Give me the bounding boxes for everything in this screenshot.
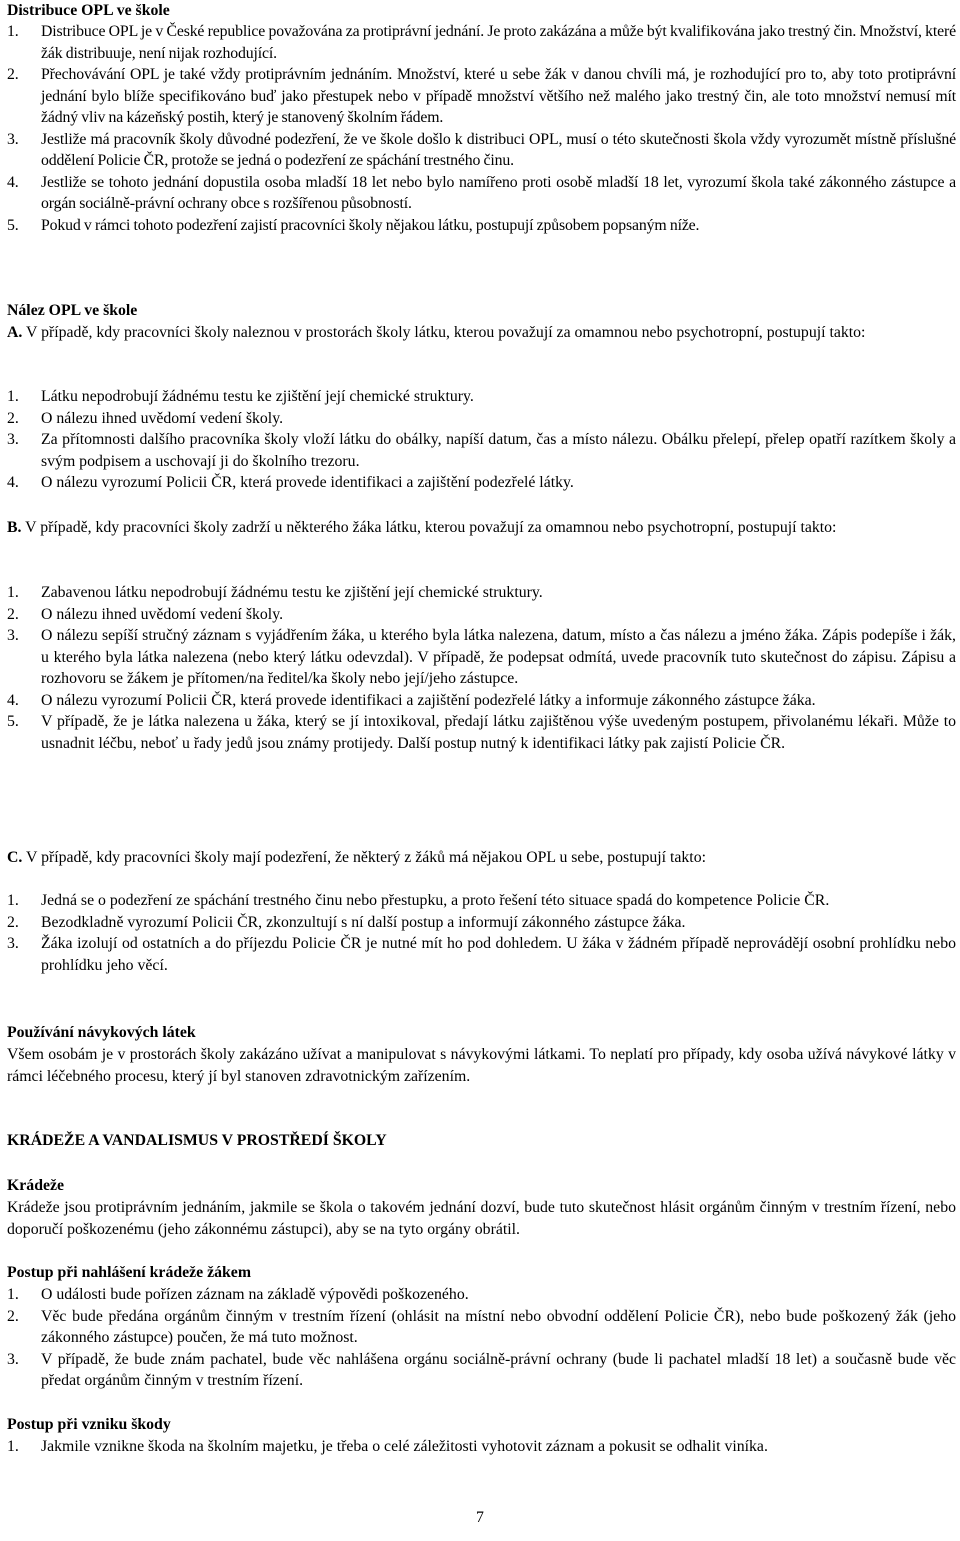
list-text: Jakmile vznikne škoda na školním majetku, je třeba o celé záležitosti vyhotovit záznam a pokusit se odhalit viníka. xyxy=(41,1438,768,1455)
section-letter: B. xyxy=(7,519,22,536)
list-item xyxy=(7,582,956,604)
list-item xyxy=(7,215,956,237)
list-text: O události bude pořízen záznam na základě výpovědi poškozeného. xyxy=(41,1286,469,1303)
list-text: Pokud v rámci tohoto podezření zajistí pracovníci školy nějakou látku, postupují způsobem popsaným níže. xyxy=(41,216,700,234)
list-text: Látku nepodrobují žádnému testu ke zjištění její chemické struktury. xyxy=(41,388,474,405)
list-nalez-c xyxy=(7,890,956,976)
section-letter: C. xyxy=(7,849,23,866)
list-item xyxy=(7,64,956,129)
list-item xyxy=(7,1349,956,1392)
heading-distribuce: Distribuce OPL ve škole xyxy=(7,2,170,19)
list-text: O nálezu vyrozumí Policii ČR, která provede identifikaci a zajištění podezřelé látky. xyxy=(41,474,574,491)
list-item xyxy=(7,1306,956,1349)
list-item xyxy=(7,711,956,754)
list-number: 3. xyxy=(7,431,19,448)
list-text: Zabavenou látku nepodrobují žádnému testu ke zjištění její chemické struktury. xyxy=(41,584,543,601)
list-text: O nálezu sepíší stručný záznam s vyjádřením žáka, u kterého byla látka nalezena, datum, místo a čas nálezu a jméno žáka. Zápis podepíše i žák, u kterého byla látka nalezena (nebo který látku odevzdal). V případě, že podepsat odmítá, uvede pracovník tuto skutečnost do zápisu. Zápisu a rozhovoru se žákem je přítomen/na ředitel/ka školy nebo její/jeho zástupce. xyxy=(41,627,956,687)
list-nalez-b xyxy=(7,582,956,754)
list-number: 1. xyxy=(7,388,19,405)
list-number: 1. xyxy=(7,23,19,40)
list-number: 1. xyxy=(7,892,19,909)
heading-nalez: Nález OPL ve škole xyxy=(7,302,138,319)
paragraph-kradeze: Krádeže jsou protiprávním jednáním, jakmile se škola o takovém jednání dozví, bude tuto skutečnost hlásit orgánům činným v trestním řízení, nebo doporučí poškozenému (jeho zákonnému zástupci), aby se na tyto orgány obrátil. xyxy=(7,1199,956,1238)
list-item xyxy=(7,429,956,472)
list-item xyxy=(7,21,956,64)
list-item xyxy=(7,472,956,494)
list-text: V případě, že bude znám pachatel, bude věc nahlášena orgánu sociálně-právní ochrany (bude li pachatel mladší 18 let) a současně bude věc předat orgánům činným v trestním řízení. xyxy=(41,1350,956,1389)
list-text: O nálezu vyrozumí Policii ČR, která provede identifikaci a zajištění podezřelé látky a informuje zákonného zástupce žáka. xyxy=(41,691,816,709)
heading-postup-kradez: Postup při nahlášení krádeže žákem xyxy=(7,1264,251,1281)
list-text: O nálezu ihned uvědomí vedení školy. xyxy=(41,605,284,623)
list-text: Žáka izolují od ostatních a do příjezdu Policie ČR je nutné mít ho pod dohledem. U žáka v žádném případě neprovádějí osobní prohlídku nebo prohlídku jeho věcí. xyxy=(41,935,956,974)
list-text: Věc bude předána orgánům činným v trestním řízení (ohlásit na místní nebo obvodní oddělení Policie ČR), nebo bude poškozený žák (jeho zákonného zástupce) poučen, že má tuto možnost. xyxy=(41,1307,956,1346)
list-number: 3. xyxy=(7,130,19,148)
list-text: Bezodkladně vyrozumí Policii ČR, zkonzultují s ní další postup a informují zákonného zástupce žáka. xyxy=(41,913,686,931)
paragraph-nalez-c xyxy=(7,847,956,869)
heading-postup-skoda: Postup při vzniku škody xyxy=(7,1416,171,1433)
list-text: Jestliže se tohoto jednání dopustila osoba mladší 18 let nebo bylo namířeno proti osobě mladší 18 let, vyrozumí škola také zákonného zástupce a orgán sociálně-právní ochrany obce s rozšířenou působností. xyxy=(41,173,956,212)
list-item xyxy=(7,386,956,408)
list-item xyxy=(7,1284,956,1306)
list-number: 1. xyxy=(7,1286,19,1303)
list-postup-skoda xyxy=(7,1436,956,1458)
list-text: Přechovávání OPL je také vždy protiprávním jednáním. Množství, které u sebe žák v danou chvíli má, je rozhodující pro to, aby toto protiprávní jednání bylo blíže specifikováno buď jako přestupek nebo v případě množství většího než malého jako trestný čin, ale toto množství nemusí mít žádný vliv na kázeňský postih, který je stanovený školním řádem. xyxy=(41,66,956,126)
list-text: Za přítomnosti dalšího pracovníka školy vloží látku do obálky, napíší datum, čas a místo nálezu. Obálku přelepí, přelep opatří razítkem školy a svým podpisem a uschovají ji do školního trezoru. xyxy=(41,431,956,470)
list-item xyxy=(7,604,956,626)
list-item xyxy=(7,690,956,712)
list-number: 2. xyxy=(7,913,19,931)
list-number: 5. xyxy=(7,216,19,234)
list-item xyxy=(7,129,956,172)
paragraph-nalez-b xyxy=(7,517,956,539)
list-text: Jestliže má pracovník školy důvodné podezření, že ve škole došlo k distribuci OPL, musí o této skutečnosti škola vždy vyrozumět místně příslušné oddělení Policie ČR, protože se jedná o podezření ze spáchání trestného činu. xyxy=(41,130,956,169)
list-number: 5. xyxy=(7,713,19,730)
list-number: 3. xyxy=(7,627,19,644)
list-number: 2. xyxy=(7,605,19,623)
list-number: 1. xyxy=(7,584,19,601)
list-number: 4. xyxy=(7,691,19,709)
list-item xyxy=(7,172,956,215)
list-number: 4. xyxy=(7,173,19,191)
list-item xyxy=(7,1436,956,1458)
paragraph-text: V případě, kdy pracovníci školy zadrží u některého žáka látku, kterou považují za omamnou nebo psychotropní, postupují takto: xyxy=(25,519,837,536)
list-text: Distribuce OPL je v České republice považována za protiprávní jednání. Je proto zakázána a může být kvalifikována jako trestný čin. Množství, které žák distribuuje, není nijak rozhodující. xyxy=(41,23,956,62)
list-text: Jedná se o podezření ze spáchání trestného činu nebo přestupku, a proto řešení této situace spadá do kompetence Policie ČR. xyxy=(41,892,830,909)
heading-navykove: Používání návykových látek xyxy=(7,1024,196,1041)
paragraph-text: V případě, kdy pracovníci školy mají podezření, že některý z žáků má nějakou OPL u sebe, postupují takto: xyxy=(26,849,706,866)
list-item xyxy=(7,912,956,934)
section-letter: A. xyxy=(7,324,23,341)
list-number: 2. xyxy=(7,66,19,83)
paragraph-text: V případě, kdy pracovníci školy naleznou v prostorách školy látku, kterou považují za omamnou nebo psychotropní, postupují takto: xyxy=(26,324,866,341)
list-text: O nálezu ihned uvědomí vedení školy. xyxy=(41,409,284,427)
list-number: 1. xyxy=(7,1438,19,1455)
list-number: 2. xyxy=(7,1307,19,1325)
list-nalez-a xyxy=(7,386,956,494)
list-item xyxy=(7,933,956,976)
list-item xyxy=(7,890,956,912)
heading-kradeze: Krádeže xyxy=(7,1177,65,1194)
paragraph-navykove: Všem osobám je v prostorách školy zakázáno užívat a manipulovat s návykovými látkami. To neplatí pro případy, kdy osoba užívá návykové látky v rámci léčebného procesu, který jí byl stanoven zdravotnickým zařízením. xyxy=(7,1046,956,1085)
paragraph-nalez-a xyxy=(7,322,956,344)
list-postup-kradez xyxy=(7,1284,956,1392)
list-item xyxy=(7,625,956,690)
list-number: 2. xyxy=(7,409,19,427)
list-item xyxy=(7,408,956,430)
list-distribuce xyxy=(7,21,956,236)
page-number: 7 xyxy=(476,1509,484,1526)
list-number: 4. xyxy=(7,474,19,491)
list-text: V případě, že je látka nalezena u žáka, který se jí intoxikoval, předají látku zajištěnou výše uvedeným postupem, přivolanému lékaři. Může to usnadnit léčbu, neboť u řady jedů jsou známy protijedy. Další postup nutný k identifikaci látky pak zajistí Policie ČR. xyxy=(41,713,956,752)
list-number: 3. xyxy=(7,935,19,952)
list-number: 3. xyxy=(7,1350,19,1368)
section-title-kradeze: KRÁDEŽE A VANDALISMUS V PROSTŘEDÍ ŠKOLY xyxy=(7,1132,387,1149)
